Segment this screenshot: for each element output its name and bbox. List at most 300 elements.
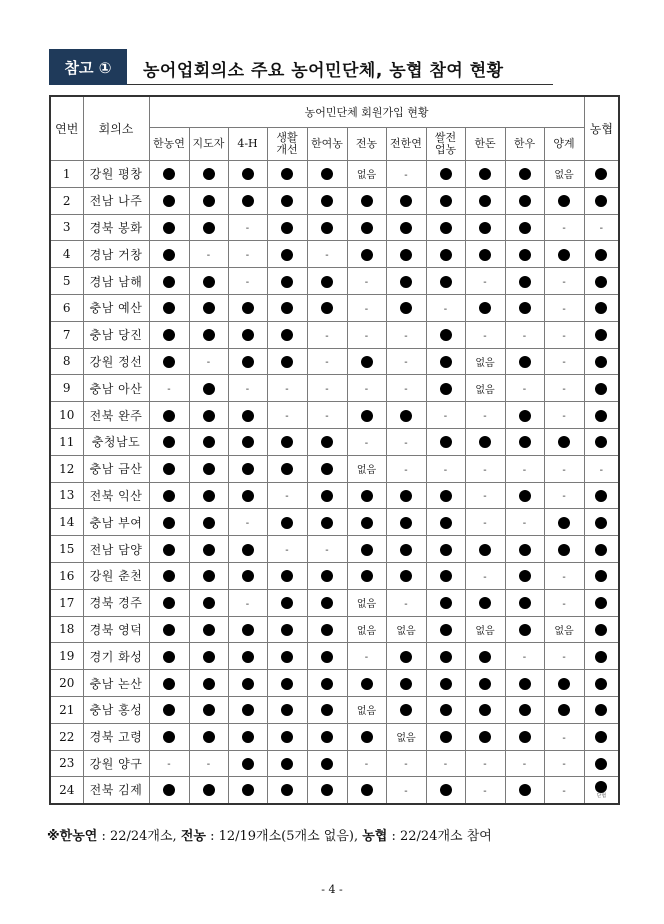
membership-cell xyxy=(426,268,465,295)
filled-dot-icon xyxy=(595,570,607,582)
filled-dot-icon xyxy=(400,678,412,690)
membership-cell xyxy=(426,321,465,348)
membership-cell xyxy=(505,294,544,321)
filled-dot-icon xyxy=(203,624,215,636)
dash-mark: - xyxy=(483,330,487,342)
dash-mark: - xyxy=(245,384,250,396)
header-org-label: 양계 xyxy=(553,137,575,150)
membership-cell xyxy=(307,723,347,750)
filled-dot-icon xyxy=(558,436,570,448)
membership-cell xyxy=(347,616,386,643)
filled-dot-icon xyxy=(203,410,215,422)
membership-cell xyxy=(426,402,465,429)
membership-cell xyxy=(267,777,307,804)
membership-cell xyxy=(347,348,386,375)
membership-cell xyxy=(544,750,584,777)
filled-dot-icon xyxy=(519,490,531,502)
filled-dot-icon xyxy=(400,544,412,556)
filled-dot-icon xyxy=(242,329,254,341)
filled-dot-icon xyxy=(361,544,373,556)
filled-dot-icon xyxy=(163,490,175,502)
filled-dot-icon xyxy=(321,276,333,288)
header-org xyxy=(228,128,267,161)
filled-dot-icon xyxy=(595,517,607,529)
filled-dot-icon xyxy=(595,624,607,636)
membership-cell xyxy=(347,536,386,563)
filled-dot-icon xyxy=(595,195,607,207)
membership-cell xyxy=(426,777,465,804)
row-number: 1 xyxy=(50,161,83,188)
filled-dot-icon xyxy=(440,624,452,636)
filled-dot-icon xyxy=(558,544,570,556)
row-number: 15 xyxy=(50,536,83,563)
filled-dot-icon xyxy=(479,544,491,556)
row-number: 19 xyxy=(50,643,83,670)
row-number: 2 xyxy=(50,187,83,214)
dash-mark: - xyxy=(562,491,566,503)
filled-dot-icon xyxy=(440,168,452,180)
membership-cell xyxy=(386,643,426,670)
nonghyup-cell xyxy=(584,241,619,268)
header-org xyxy=(386,128,426,161)
membership-cell xyxy=(267,268,307,295)
council-name: 충남 금산 xyxy=(83,455,149,482)
membership-cell xyxy=(465,670,505,697)
table-row xyxy=(50,616,619,643)
membership-cell xyxy=(505,696,544,723)
council-name: 충남 홍성 xyxy=(83,696,149,723)
membership-cell xyxy=(267,750,307,777)
filled-dot-icon xyxy=(558,704,570,716)
filled-dot-icon xyxy=(440,436,452,448)
membership-cell xyxy=(426,455,465,482)
membership-cell xyxy=(267,241,307,268)
filled-dot-icon xyxy=(163,570,175,582)
filled-dot-icon xyxy=(281,758,293,770)
dash-mark: - xyxy=(404,437,408,449)
filled-dot-icon xyxy=(281,276,293,288)
header-org xyxy=(307,128,347,161)
membership-cell xyxy=(544,214,584,241)
filled-dot-icon xyxy=(361,570,373,582)
dash-mark: - xyxy=(483,571,487,583)
membership-cell xyxy=(505,536,544,563)
membership-cell xyxy=(228,777,267,804)
membership-cell xyxy=(465,616,505,643)
membership-cell xyxy=(386,562,426,589)
dash-mark: - xyxy=(562,384,566,396)
membership-cell xyxy=(347,723,386,750)
footnote-key-nonghyup: 농협 xyxy=(362,829,388,844)
table-row xyxy=(50,723,619,750)
filled-dot-icon xyxy=(440,704,452,716)
membership-cell xyxy=(149,241,189,268)
filled-dot-icon xyxy=(203,222,215,234)
header-org xyxy=(267,128,307,161)
header-council: 회의소 xyxy=(83,96,149,161)
header-org xyxy=(149,128,189,161)
membership-cell xyxy=(267,294,307,321)
membership-cell xyxy=(426,509,465,536)
membership-cell xyxy=(426,187,465,214)
council-name: 충남 예산 xyxy=(83,294,149,321)
membership-cell xyxy=(267,321,307,348)
none-label: 없음 xyxy=(554,625,574,637)
filled-dot-icon xyxy=(400,490,412,502)
row-number: 16 xyxy=(50,562,83,589)
dash-mark: - xyxy=(483,759,487,771)
membership-cell xyxy=(465,268,505,295)
membership-cell xyxy=(465,455,505,482)
dash-mark: - xyxy=(364,384,369,396)
filled-dot-icon xyxy=(203,517,215,529)
row-number: 24 xyxy=(50,777,83,804)
row-number: 6 xyxy=(50,294,83,321)
filled-dot-icon xyxy=(479,249,491,261)
filled-dot-icon xyxy=(203,597,215,609)
filled-dot-icon xyxy=(361,517,373,529)
filled-dot-icon xyxy=(595,436,607,448)
membership-cell xyxy=(347,509,386,536)
membership-cell xyxy=(347,482,386,509)
filled-dot-icon xyxy=(595,383,607,395)
table-row xyxy=(50,214,619,241)
membership-cell xyxy=(307,428,347,455)
membership-cell xyxy=(228,161,267,188)
membership-cell xyxy=(386,375,426,402)
row-number: 11 xyxy=(50,428,83,455)
filled-dot-icon xyxy=(321,195,333,207)
filled-dot-icon xyxy=(479,222,491,234)
table-row xyxy=(50,670,619,697)
filled-dot-icon xyxy=(163,329,175,341)
dash-mark: - xyxy=(245,277,250,289)
membership-cell xyxy=(544,696,584,723)
membership-cell xyxy=(544,482,584,509)
membership-cell xyxy=(347,402,386,429)
council-name: 경북 고령 xyxy=(83,723,149,750)
filled-dot-icon xyxy=(281,517,293,529)
filled-dot-icon xyxy=(519,222,531,234)
nonghyup-cell xyxy=(584,402,619,429)
membership-cell xyxy=(347,670,386,697)
membership-cell xyxy=(189,670,228,697)
membership-cell xyxy=(307,589,347,616)
dash-mark: - xyxy=(364,759,369,771)
membership-cell xyxy=(386,509,426,536)
filled-dot-icon xyxy=(479,704,491,716)
membership-cell xyxy=(426,428,465,455)
council-name: 경북 영덕 xyxy=(83,616,149,643)
dash-mark: - xyxy=(325,330,329,342)
membership-cell xyxy=(544,509,584,536)
header-group: 농어민단체 회원가입 현황 xyxy=(149,96,584,128)
membership-cell xyxy=(544,589,584,616)
membership-cell xyxy=(267,670,307,697)
row-number: 12 xyxy=(50,455,83,482)
dash-mark: - xyxy=(562,652,566,664)
row-number: 5 xyxy=(50,268,83,295)
filled-dot-icon xyxy=(595,329,607,341)
membership-cell xyxy=(228,643,267,670)
membership-cell xyxy=(505,402,544,429)
dash-mark: - xyxy=(443,464,448,476)
membership-cell xyxy=(426,643,465,670)
filled-dot-icon xyxy=(163,302,175,314)
dash-mark: - xyxy=(483,785,487,797)
dash-mark: - xyxy=(562,223,566,235)
membership-cell xyxy=(228,428,267,455)
filled-dot-icon xyxy=(281,302,293,314)
filled-dot-icon xyxy=(242,302,254,314)
membership-cell xyxy=(505,241,544,268)
membership-cell xyxy=(189,241,228,268)
membership-cell xyxy=(505,187,544,214)
membership-cell xyxy=(189,696,228,723)
nonghyup-cell xyxy=(584,670,619,697)
membership-cell xyxy=(267,562,307,589)
membership-cell xyxy=(189,402,228,429)
filled-dot-icon xyxy=(321,758,333,770)
nonghyup-cell xyxy=(584,294,619,321)
filled-dot-icon xyxy=(519,624,531,636)
membership-cell xyxy=(465,294,505,321)
council-name: 전북 김제 xyxy=(83,777,149,804)
membership-cell xyxy=(228,348,267,375)
filled-dot-icon xyxy=(242,195,254,207)
membership-cell xyxy=(386,750,426,777)
membership-cell xyxy=(149,214,189,241)
membership-cell xyxy=(149,589,189,616)
header-org xyxy=(505,128,544,161)
membership-cell xyxy=(149,294,189,321)
membership-cell xyxy=(505,562,544,589)
filled-dot-icon xyxy=(519,544,531,556)
membership-cell xyxy=(267,187,307,214)
membership-cell xyxy=(189,589,228,616)
header-org-label: 쌀전 xyxy=(434,131,457,144)
membership-cell xyxy=(307,643,347,670)
filled-dot-icon xyxy=(595,651,607,663)
dash-mark: - xyxy=(206,357,211,369)
dash-mark: - xyxy=(206,250,211,262)
filled-dot-icon xyxy=(242,463,254,475)
membership-cell xyxy=(544,562,584,589)
none-label: 없음 xyxy=(356,625,377,637)
table-row xyxy=(50,161,619,188)
filled-dot-icon xyxy=(242,731,254,743)
header-org-label: 한돈 xyxy=(474,137,496,150)
nonghyup-cell xyxy=(584,375,619,402)
filled-dot-icon xyxy=(281,222,293,234)
filled-dot-icon xyxy=(281,731,293,743)
header-org xyxy=(189,128,228,161)
filled-dot-icon xyxy=(361,195,373,207)
dash-mark: - xyxy=(325,357,329,369)
dash-mark: - xyxy=(404,759,408,771)
filled-dot-icon xyxy=(519,276,531,288)
membership-cell xyxy=(465,428,505,455)
membership-cell xyxy=(505,670,544,697)
filled-dot-icon xyxy=(281,678,293,690)
dash-mark: - xyxy=(404,464,408,476)
header-org-label: 업농 xyxy=(434,143,457,156)
filled-dot-icon xyxy=(519,704,531,716)
membership-cell xyxy=(228,214,267,241)
filled-dot-icon xyxy=(595,302,607,314)
filled-dot-icon xyxy=(163,704,175,716)
dash-mark: - xyxy=(562,571,566,583)
membership-cell xyxy=(189,294,228,321)
filled-dot-icon xyxy=(361,784,373,796)
nonghyup-cell xyxy=(584,321,619,348)
membership-cell xyxy=(307,294,347,321)
table-row xyxy=(50,589,619,616)
filled-dot-icon xyxy=(479,436,491,448)
dash-mark: - xyxy=(285,545,289,557)
council-name: 강원 평창 xyxy=(83,161,149,188)
filled-dot-icon xyxy=(242,168,254,180)
filled-dot-icon xyxy=(558,195,570,207)
membership-cell xyxy=(465,696,505,723)
dash-mark: - xyxy=(522,384,527,396)
filled-dot-icon xyxy=(242,356,254,368)
membership-cell xyxy=(189,509,228,536)
membership-cell xyxy=(544,428,584,455)
filled-dot-icon xyxy=(400,195,412,207)
row-number: 14 xyxy=(50,509,83,536)
filled-dot-icon xyxy=(519,570,531,582)
row-number: 17 xyxy=(50,589,83,616)
filled-dot-icon xyxy=(163,249,175,261)
membership-cell xyxy=(307,509,347,536)
filled-dot-icon xyxy=(361,410,373,422)
membership-cell xyxy=(307,161,347,188)
membership-cell xyxy=(189,161,228,188)
dash-mark: - xyxy=(404,598,408,610)
filled-dot-icon xyxy=(163,436,175,448)
membership-cell xyxy=(386,777,426,804)
filled-dot-icon xyxy=(519,356,531,368)
filled-dot-icon xyxy=(203,195,215,207)
none-label: 없음 xyxy=(475,384,495,396)
council-name: 강원 춘천 xyxy=(83,562,149,589)
filled-dot-icon xyxy=(163,651,175,663)
membership-cell xyxy=(386,428,426,455)
dash-mark: - xyxy=(599,464,604,476)
filled-dot-icon xyxy=(440,784,452,796)
filled-dot-icon xyxy=(595,490,607,502)
council-name: 전남 담양 xyxy=(83,536,149,563)
filled-dot-icon xyxy=(361,678,373,690)
council-name: 충남 아산 xyxy=(83,375,149,402)
filled-dot-icon xyxy=(440,356,452,368)
membership-cell xyxy=(465,402,505,429)
dash-mark: - xyxy=(245,250,250,262)
membership-cell xyxy=(347,589,386,616)
council-name: 충남 논산 xyxy=(83,670,149,697)
membership-cell xyxy=(228,402,267,429)
filled-dot-icon xyxy=(242,490,254,502)
table-row xyxy=(50,294,619,321)
filled-dot-icon xyxy=(519,168,531,180)
membership-cell xyxy=(465,750,505,777)
membership-cell xyxy=(149,723,189,750)
membership-cell xyxy=(347,777,386,804)
membership-cell xyxy=(149,562,189,589)
table-row xyxy=(50,321,619,348)
council-name: 경남 남해 xyxy=(83,268,149,295)
membership-cell xyxy=(544,723,584,750)
filled-dot-icon xyxy=(321,168,333,180)
dash-mark: - xyxy=(325,250,329,262)
header-org xyxy=(544,128,584,161)
membership-cell xyxy=(189,643,228,670)
table-row xyxy=(50,750,619,777)
row-number: 4 xyxy=(50,241,83,268)
none-label: 없음 xyxy=(356,706,377,718)
filled-dot-icon xyxy=(440,276,452,288)
filled-dot-icon xyxy=(321,651,333,663)
membership-cell xyxy=(228,589,267,616)
filled-dot-icon xyxy=(361,731,373,743)
membership-cell xyxy=(426,348,465,375)
table-row xyxy=(50,187,619,214)
filled-dot-icon xyxy=(519,195,531,207)
filled-dot-icon xyxy=(203,731,215,743)
membership-cell xyxy=(426,536,465,563)
membership-cell xyxy=(465,161,505,188)
membership-cell xyxy=(347,294,386,321)
filled-dot-icon xyxy=(281,463,293,475)
filled-dot-icon xyxy=(440,249,452,261)
table-row xyxy=(50,696,619,723)
filled-dot-icon xyxy=(321,463,333,475)
membership-cell xyxy=(228,294,267,321)
nonghyup-cell xyxy=(584,509,619,536)
filled-dot-icon xyxy=(203,463,215,475)
membership-cell xyxy=(307,670,347,697)
membership-cell xyxy=(505,643,544,670)
membership-cell xyxy=(505,428,544,455)
membership-cell xyxy=(347,161,386,188)
row-number: 13 xyxy=(50,482,83,509)
filled-dot-icon xyxy=(321,678,333,690)
filled-dot-icon xyxy=(595,781,607,793)
cell-note: 단협 xyxy=(596,792,607,799)
membership-cell xyxy=(386,696,426,723)
filled-dot-icon xyxy=(163,597,175,609)
membership-cell xyxy=(149,428,189,455)
membership-cell xyxy=(505,482,544,509)
filled-dot-icon xyxy=(242,678,254,690)
membership-cell xyxy=(307,375,347,402)
membership-cell xyxy=(386,670,426,697)
membership-cell xyxy=(505,321,544,348)
membership-cell xyxy=(228,241,267,268)
council-name: 경북 경주 xyxy=(83,589,149,616)
membership-cell xyxy=(228,696,267,723)
membership-cell xyxy=(307,777,347,804)
dash-mark: - xyxy=(206,759,211,771)
membership-cell xyxy=(228,187,267,214)
membership-cell xyxy=(228,321,267,348)
filled-dot-icon xyxy=(479,302,491,314)
membership-cell xyxy=(267,348,307,375)
none-label: 없음 xyxy=(396,733,416,745)
table-row xyxy=(50,509,619,536)
filled-dot-icon xyxy=(242,624,254,636)
